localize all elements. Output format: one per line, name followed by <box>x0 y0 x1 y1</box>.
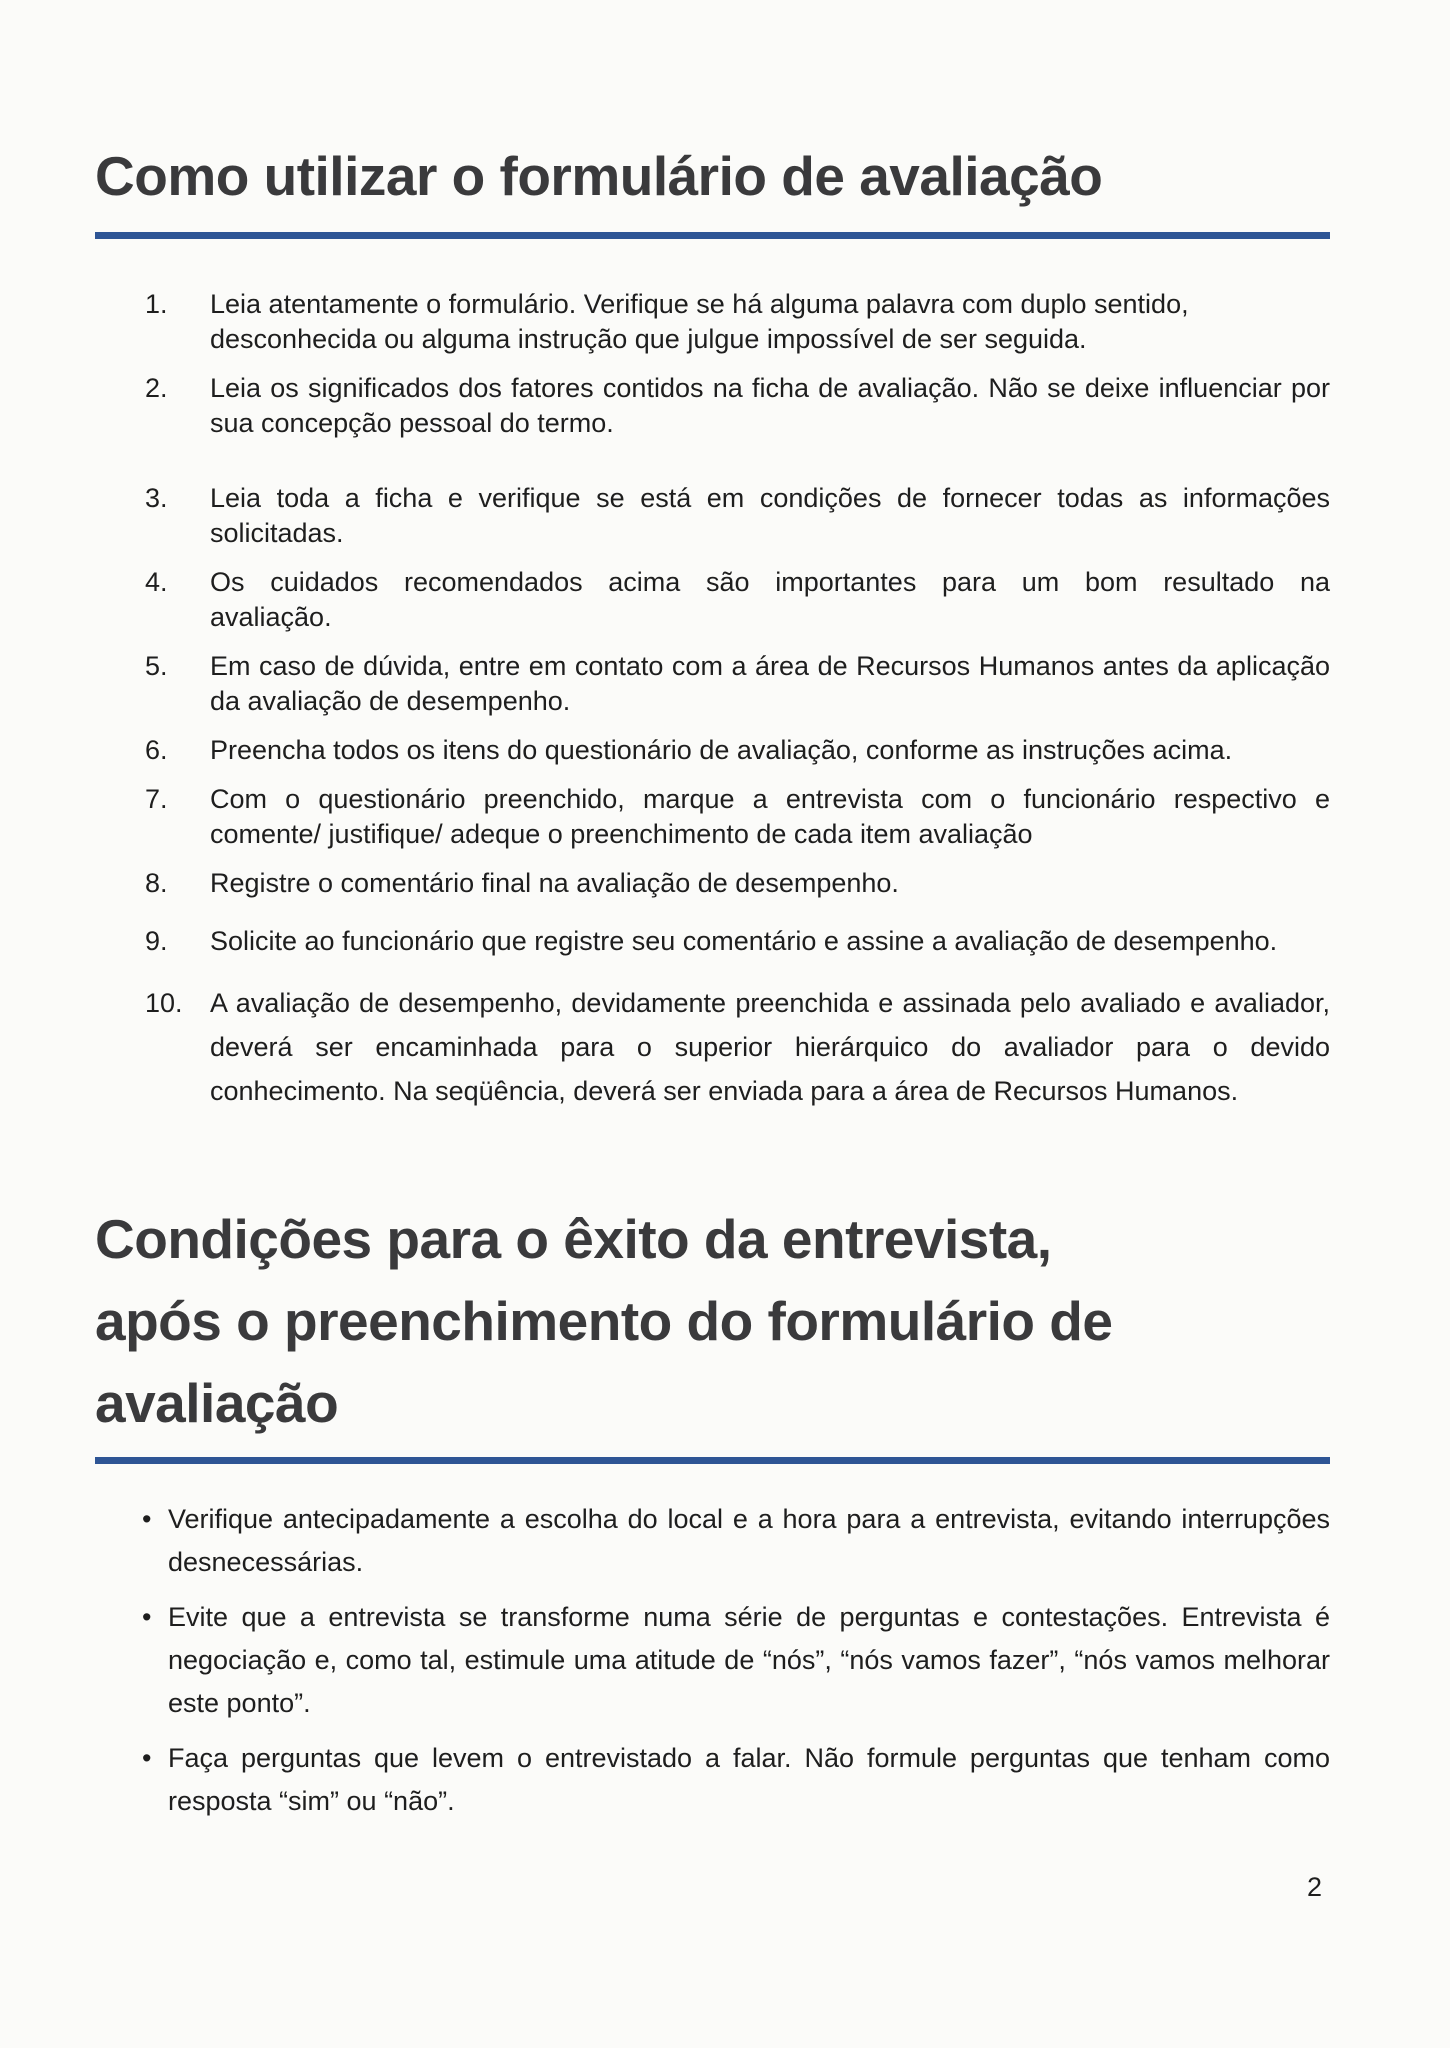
list-item-text: Com o questionário preenchido, marque a entrevista com o funcionário respectivo e comente/ justifique/ adeque o preenchimento de cada item avaliação <box>210 783 1330 849</box>
list-item-number: 9. <box>145 925 168 956</box>
page-content <box>95 136 1330 1823</box>
list-item-9 <box>95 919 1330 963</box>
list-item-number: 10. <box>145 987 183 1018</box>
list-item-4 <box>95 565 1330 635</box>
section2-title-line3: avaliação <box>95 1371 339 1434</box>
list-item-text: Leia os significados dos fatores contidos na ficha de avaliação. Não se deixe influenciar por sua concepção pessoal do termo. <box>210 372 1330 438</box>
bullet-item-text: Verifique antecipadamente a escolha do local e a hora para a entrevista, evitando interrupções desnecessárias. <box>168 1503 1330 1577</box>
list-item-text-line2: avaliação. <box>210 601 332 632</box>
bullet-item-1 <box>95 1498 1330 1584</box>
numbered-list <box>95 287 1330 1113</box>
list-item-number: 5. <box>145 650 168 681</box>
list-item-3 <box>95 481 1330 551</box>
list-item-text: A avaliação de desempenho, devidamente preenchida e assinada pelo avaliado e avaliador, deverá ser encaminhada para o superior hierárquico do avaliador para o devido conhecimento. Na seqüência, deverá ser enviada para a área de Recursos Humanos. <box>210 987 1330 1106</box>
list-item-10 <box>95 981 1330 1113</box>
list-item-8 <box>95 866 1330 901</box>
bullet-item-2 <box>95 1596 1330 1725</box>
list-item-text: Solicite ao funcionário que registre seu comentário e assine a avaliação de desempenho. <box>210 925 1278 956</box>
list-item-text: Leia toda a ficha e verifique se está em condições de fornecer todas as informações solicitadas. <box>210 482 1330 548</box>
list-item-7 <box>95 782 1330 852</box>
list-item-number: 3. <box>145 482 168 513</box>
list-item-number: 6. <box>145 734 168 765</box>
bullet-item-3 <box>95 1737 1330 1823</box>
section2-title-line1: Condições para o êxito da entrevista, <box>95 1207 1052 1270</box>
bullet-icon: • <box>142 1601 152 1632</box>
list-item-number: 4. <box>145 566 168 597</box>
bullet-item-text: Faça perguntas que levem o entrevistado a falar. Não formule perguntas que tenham como resposta “sim” ou “não”. <box>168 1742 1330 1816</box>
list-item-text: Leia atentamente o formulário. Verifique se há alguma palavra com duplo sentido, desconhecida ou alguma instrução que julgue impossível de ser seguida. <box>210 288 1189 354</box>
section1-title: Como utilizar o formulário de avaliação <box>95 136 1330 239</box>
list-item-number: 8. <box>145 867 168 898</box>
bullet-item-text: Evite que a entrevista se transforme numa série de perguntas e contestações. Entrevista é negociação e, como tal, estimule uma atitude de “nós”, “nós vamos fazer”, “nós vamos melhorar este ponto”. <box>168 1601 1330 1718</box>
list-item-text: Preencha todos os itens do questionário de avaliação, conforme as instruções acima. <box>210 734 1233 765</box>
list-item-number: 7. <box>145 783 168 814</box>
list-item-text-line1: Os cuidados recomendados acima são importantes para um bom resultado na <box>210 566 1330 597</box>
list-item-text: Em caso de dúvida, entre em contato com a área de Recursos Humanos antes da aplicação da avaliação de desempenho. <box>210 650 1330 716</box>
list-item-text <box>210 565 1330 635</box>
bullet-icon: • <box>142 1503 152 1534</box>
page-number: 2 <box>1306 1872 1322 1902</box>
list-item-5 <box>95 649 1330 719</box>
section2-title-line2: após o preenchimento do formulário de <box>95 1289 1113 1352</box>
bullet-icon: • <box>142 1742 152 1773</box>
section2-title <box>95 1199 1330 1464</box>
bullet-list <box>95 1498 1330 1823</box>
list-item-6 <box>95 733 1330 768</box>
list-item-number: 2. <box>145 372 168 403</box>
list-item-number: 1. <box>145 288 168 319</box>
list-item-2 <box>95 371 1330 441</box>
list-item-1 <box>95 287 1330 357</box>
list-item-text: Registre o comentário final na avaliação de desempenho. <box>210 867 899 898</box>
